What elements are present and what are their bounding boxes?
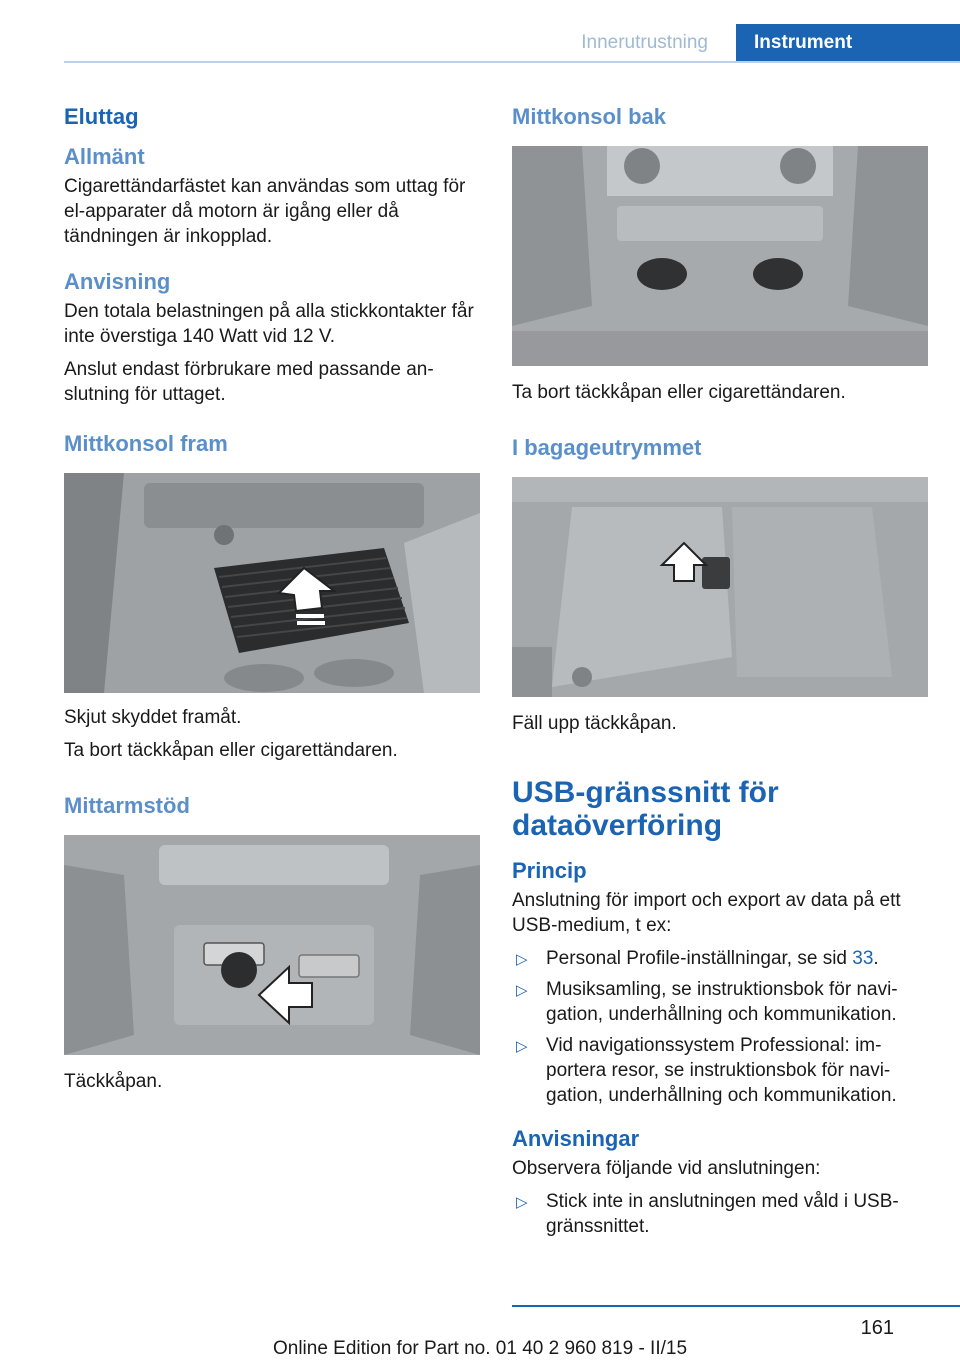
triangle-right-icon: ▷ <box>516 982 528 999</box>
right-column <box>512 100 930 1247</box>
photo-rear-console <box>512 146 928 366</box>
triangle-right-icon: ▷ <box>516 1038 528 1055</box>
list-item: ▷ Musiksamling, se instruktionsbok för navi-gation, underhållning och kommunikation. <box>516 979 898 1025</box>
header-chapter-tab[interactable]: Instrument <box>736 24 960 63</box>
trunk-illustration <box>512 477 928 697</box>
principle-text: Anslutning för import och export av data på ett USB-medium, t ex: <box>512 890 901 936</box>
front-console-illustration <box>64 473 480 693</box>
photo-front-console <box>64 473 480 693</box>
list-item: ▷ Stick inte in anslutningen med våld i USB-gränssnittet. <box>516 1191 899 1237</box>
edition-text: Online Edition for Part no. 01 40 2 960 819 - II/15 <box>272 1338 688 1359</box>
triangle-right-icon: ▷ <box>516 951 528 968</box>
general-text: Cigarettändarfästet kan användas som uttag för el-apparater då motorn är igång eller då tändningen är inkopplad. <box>64 176 466 247</box>
heading-allmant: Allmänt <box>64 144 145 169</box>
heading-bagageutrymmet: I bagageutrymmet <box>512 435 702 460</box>
heading-mittkonsol-bak: Mittkonsol bak <box>512 104 667 129</box>
photo-armrest <box>64 835 480 1055</box>
front-caption-2: Ta bort täckkåpan eller cigarettändaren. <box>64 740 398 761</box>
photo-trunk <box>512 477 928 697</box>
list-item: ▷ Personal Profile-inställningar, se sid 33. <box>512 946 930 971</box>
principle-list <box>512 946 930 1108</box>
left-column <box>64 100 482 1102</box>
heading-anvisning: Anvisning <box>64 269 171 294</box>
triangle-right-icon: ▷ <box>516 1194 528 1211</box>
header-section-tab[interactable]: Innerutrustning <box>581 32 708 53</box>
armrest-illustration <box>64 835 480 1055</box>
heading-usb: USB-gränssnitt för dataöverföring <box>512 776 779 842</box>
page-number: 161 <box>860 1317 894 1339</box>
section-title-eluttag: Eluttag <box>64 104 139 129</box>
note-text-2: Anslut endast förbrukare med passande an-slutning för uttaget. <box>64 359 434 405</box>
footer-rule <box>512 1305 960 1307</box>
heading-princip: Princip <box>512 858 587 883</box>
front-caption-1: Skjut skyddet framåt. <box>64 707 242 728</box>
trunk-caption: Fäll upp täckkåpan. <box>512 713 677 734</box>
page-link-33[interactable]: 33 <box>852 948 874 969</box>
note-text-1: Den totala belastningen på alla stickkontakter får inte överstiga 140 Watt vid 12 V. <box>64 301 474 347</box>
rear-console-illustration <box>512 146 928 366</box>
notes-text: Observera följande vid anslutningen: <box>512 1158 821 1179</box>
heading-mittkonsol-fram: Mittkonsol fram <box>64 431 228 456</box>
list-item: ▷ Vid navigationssystem Professional: im-portera resor, se instruktionsbok för navi-gation, underhållning och kommunikation. <box>516 1035 897 1106</box>
notes-list <box>512 1189 930 1239</box>
heading-anvisningar: Anvisningar <box>512 1126 640 1151</box>
heading-mittarmstod: Mittarmstöd <box>64 793 190 818</box>
header-rule <box>64 61 960 63</box>
armrest-caption: Täckkåpan. <box>64 1071 163 1092</box>
rear-caption: Ta bort täckkåpan eller cigarettändaren. <box>512 382 846 403</box>
